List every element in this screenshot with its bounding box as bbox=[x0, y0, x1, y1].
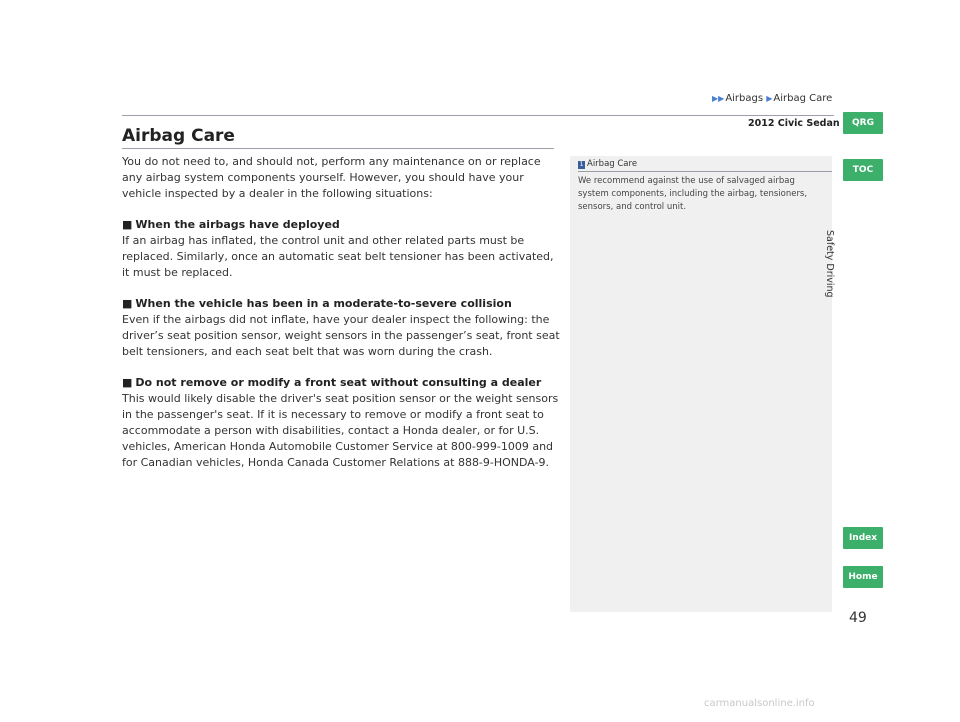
watermark: carmanualsonline.info bbox=[704, 698, 815, 709]
title-divider bbox=[122, 148, 554, 149]
section-heading: ■ When the airbags have deployed bbox=[122, 218, 340, 231]
sidebar-note bbox=[570, 156, 832, 612]
section-body: This would likely disable the driver's seat position sensor or the weight sensors in the passenger's seat. If it is necessary to remove or modify a front seat to accommodate a person with disabilities, contact a Honda dealer, or for U.S. vehicles, American Honda Automobile Customer Service at 800-999-1009 and for Canadian vehicles, Honda Canada Customer Relations at 888-9-HONDA-9. bbox=[122, 392, 559, 469]
breadcrumb bbox=[712, 93, 832, 104]
model-label: 2012 Civic Sedan bbox=[748, 118, 840, 129]
sidebar-heading bbox=[578, 159, 637, 169]
page-title: Airbag Care bbox=[122, 126, 235, 146]
main-content bbox=[122, 154, 562, 486]
sidebar-divider bbox=[578, 171, 832, 172]
breadcrumb-item-airbag-care[interactable]: Airbag Care bbox=[773, 93, 833, 104]
section-front-seat bbox=[122, 375, 562, 471]
section-body: Even if the airbags did not inflate, have your dealer inspect the following: the driver’s seat position sensor, weight sensors in the passenger’s seat, front seat belt tensioners, and each seat belt that was worn during the crash. bbox=[122, 313, 560, 358]
intro-paragraph: You do not need to, and should not, perform any maintenance on or replace any airbag system components yourself. However, you should have your vehicle inspected by a dealer in the following situations: bbox=[122, 155, 541, 200]
index-button[interactable]: Index bbox=[843, 527, 883, 549]
toc-button[interactable]: TOC bbox=[843, 159, 883, 181]
page-number: 49 bbox=[849, 610, 867, 626]
sidebar-title: Airbag Care bbox=[587, 159, 638, 169]
section-collision bbox=[122, 296, 562, 360]
square-bullet-icon: ■ bbox=[122, 376, 133, 389]
square-bullet-icon: ■ bbox=[122, 297, 133, 310]
breadcrumb-arrow-icon: ▶ bbox=[766, 94, 773, 103]
chapter-tab-label: Safety Driving bbox=[824, 230, 835, 298]
header-divider bbox=[122, 115, 834, 116]
section-heading: ■ When the vehicle has been in a moderate-to-severe collision bbox=[122, 297, 512, 310]
home-button[interactable]: Home bbox=[843, 566, 883, 588]
section-heading: ■ Do not remove or modify a front seat without consulting a dealer bbox=[122, 376, 542, 389]
breadcrumb-item-airbags[interactable]: Airbags bbox=[725, 93, 764, 104]
note-badge-icon: 1 bbox=[579, 161, 584, 168]
section-deployed bbox=[122, 217, 562, 281]
breadcrumb-arrow-icon: ▶▶ bbox=[712, 94, 725, 103]
qrg-button[interactable]: QRG bbox=[843, 112, 883, 134]
sidebar-text: We recommend against the use of salvaged airbag system components, including the airbag, tensioners, sensors, and control unit. bbox=[578, 176, 808, 212]
section-body: If an airbag has inflated, the control unit and other related parts must be replaced. Similarly, once an automatic seat belt tensioner has been activated, it must be replaced. bbox=[122, 234, 554, 279]
square-bullet-icon: ■ bbox=[122, 218, 133, 231]
